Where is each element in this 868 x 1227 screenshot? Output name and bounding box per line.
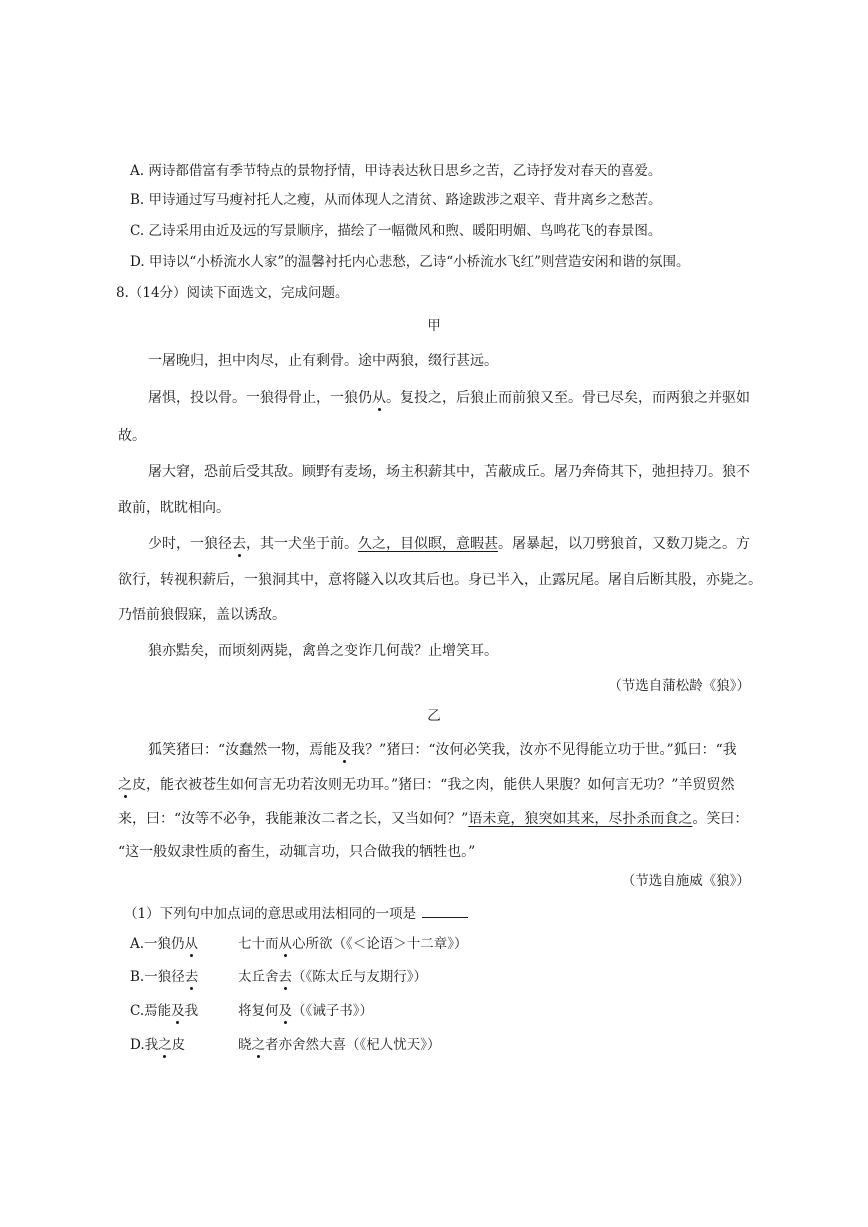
sub1-option-b-compare: 太丘舍去（《陈太丘与友期行》） <box>238 969 427 985</box>
underlined-sentence-jia: 久之，目似瞑，意暇甚 <box>358 536 498 552</box>
q7-option-d: D. 甲诗以“小桥流水人家”的温馨衬托内心悲愁，乙诗“小桥流水飞红”则营造安闲和谐的氛围。 <box>130 254 690 270</box>
emphasis-dot-qu: 去 <box>232 536 246 552</box>
q7-option-b: B. 甲诗通过写马瘦衬托人之瘦，从而体现人之清贫、路途跋涉之艰辛、背井离乡之愁苦。 <box>130 192 662 208</box>
jia-paragraph-4-line-3: 乃悟前狼假寐，盖以诱敌。 <box>118 607 286 623</box>
sub1-option-c-compare: 将复何及（《诫子书》） <box>238 1003 373 1019</box>
emphasis-dot-zhi: 之 <box>118 777 132 793</box>
q7-option-a: A. 两诗都借富有季节特点的景物抒情，甲诗表达秋日思乡之苦，乙诗抒发对春天的喜爱。 <box>130 163 662 179</box>
q8-header: 8.（14分）阅读下面选文，完成问题。 <box>116 285 349 301</box>
passage-yi-title: 乙 <box>427 708 441 724</box>
jia-paragraph-1: 一屠晚归，担中肉尽，止有剩骨。途中两狼，缀行甚远。 <box>148 353 498 369</box>
yi-line-3: 来，曰：“汝等不必争，我能兼汝二者之长，又当如何？”语未竟，狼突如其来，尽扑杀而食之。笑曰： <box>118 811 749 827</box>
yi-line-4: “这一般奴隶性质的畜生，动辄言功，只合做我的牺牲也。” <box>118 844 476 860</box>
jia-paragraph-4-line-2: 欲行，转视积薪后，一狼洞其中，意将隧入以攻其后也。身已半入，止露尻尾。屠自后断其股，亦毙之。 <box>118 572 762 588</box>
jia-paragraph-3-line-1: 屠大窘，恐前后受其敌。顾野有麦场，场主积薪其中，苫蔽成丘。屠乃奔倚其下，弛担持刀。狼不 <box>148 464 750 480</box>
jia-paragraph-5: 狼亦黠矣，而顷刻两毙，禽兽之变诈几何哉？止增笑耳。 <box>148 643 498 659</box>
emphasis-dot-ji: 及 <box>337 742 352 758</box>
sub1-option-b: B.一狼径去 <box>130 969 199 985</box>
passage-jia-title: 甲 <box>427 318 441 334</box>
jia-paragraph-4-line-1: 少时，一狼径去，其一犬坐于前。久之，目似瞑，意暇甚。屠暴起，以刀劈狼首，又数刀毙之。方 <box>148 536 750 552</box>
answer-blank[interactable] <box>422 903 468 918</box>
sub1-option-a: A.一狼仍从 <box>130 936 199 952</box>
yi-source: （节选自施威《狼》） <box>621 873 750 889</box>
jia-paragraph-2-line-1: 屠惧，投以骨。一狼得骨止，一狼仍从。复投之，后狼止而前狼又至。骨已尽矣，而两狼之并驱如 <box>148 390 750 406</box>
sub1-option-d-compare: 晓之者亦舍然大喜（《杞人忧天》） <box>238 1037 441 1053</box>
sub1-option-d: D.我之皮 <box>130 1037 186 1053</box>
emphasis-dot-cong: 从 <box>372 390 386 406</box>
sub1-option-a-compare: 七十而从心所欲（《＜论语＞十二章》） <box>238 936 468 952</box>
sub-question-1-stem: （1）下列句中加点词的意思或用法相同的一项是 <box>124 903 468 923</box>
q7-option-c: C. 乙诗采用由近及远的写景顺序，描绘了一幅微风和煦、暖阳明媚、鸟鸣花飞的春景图。 <box>130 223 662 239</box>
underlined-sentence-yi: 语未竟，狼突如其来，尽扑杀而食之 <box>468 811 693 827</box>
jia-source: （节选自蒲松龄《狼》） <box>608 678 750 694</box>
jia-paragraph-3-line-2: 敢前，眈眈相向。 <box>118 500 230 516</box>
yi-line-2: 之皮，能衣被苍生如何言无功若汝则无功耳。”猪曰：“我之肉，能供人果腹？如何言无功？”羊贸贸然 <box>118 777 735 793</box>
yi-line-1: 狐笑猪曰：“汝蠢然一物，焉能及我？”猪曰：“汝何必笑我，汝亦不见得能立功于世。”狐曰：“我 <box>148 742 737 758</box>
jia-paragraph-2-line-2: 故。 <box>118 428 146 444</box>
sub1-option-c: C.焉能及我 <box>130 1003 199 1019</box>
